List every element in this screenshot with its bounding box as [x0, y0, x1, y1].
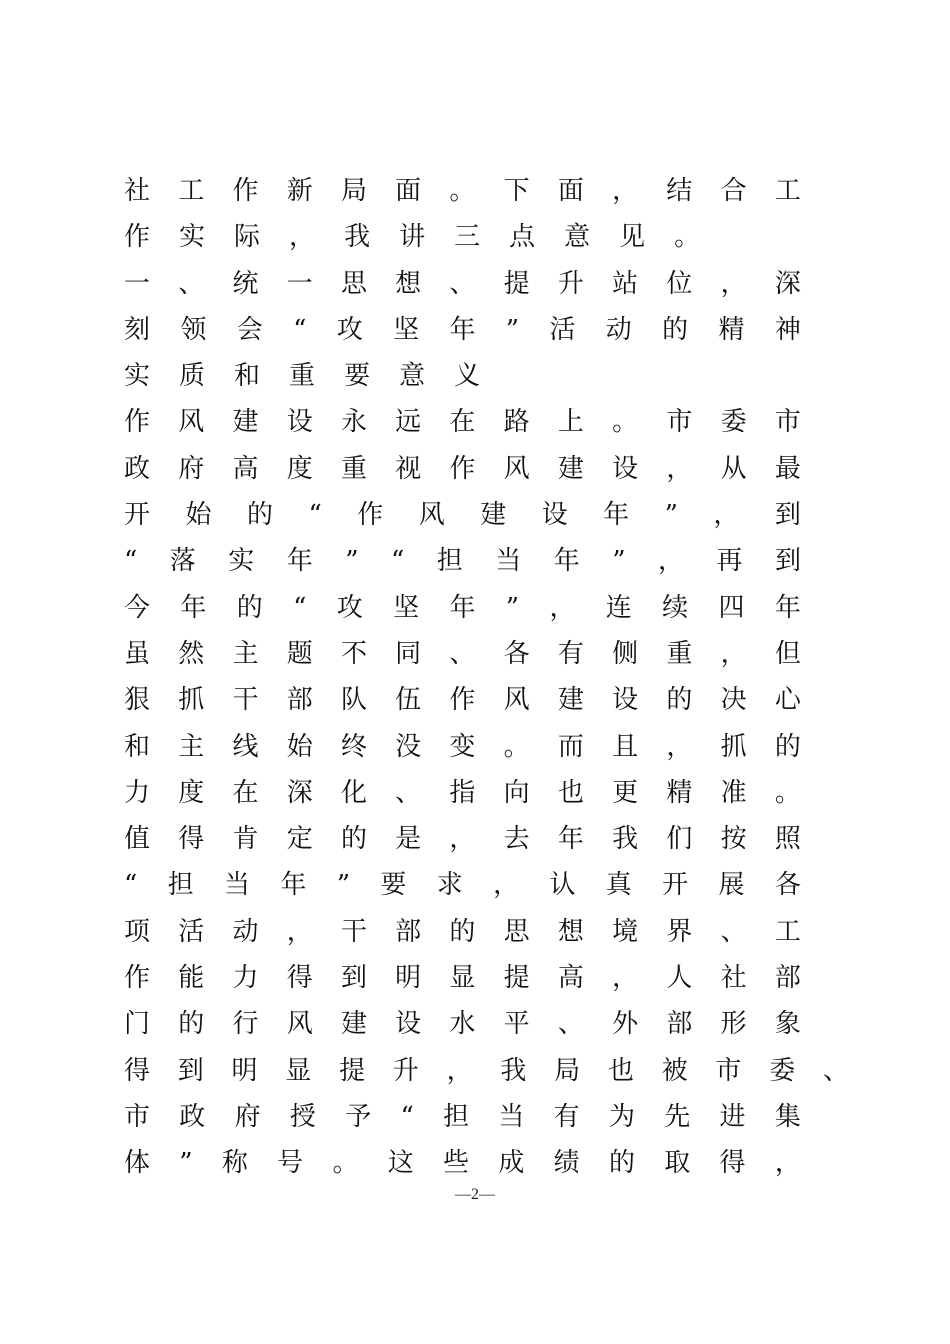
text-line: 门 的 行 风 建 设 水 平 、 外 部 形 象 — [124, 1009, 801, 1040]
text-line: 市 政 府 授 予 “ 担 当 有 为 先 进 集 — [124, 1101, 801, 1132]
text-line: 社 工 作 新 局 面 。 下 面 ， 结 合 工 — [124, 176, 801, 206]
page-number: —2— — [455, 1186, 495, 1203]
text-line: 项 活 动 ， 干 部 的 思 想 境 界 、 工 — [124, 916, 801, 947]
section-heading-line: 刻 领 会 “ 攻 坚 年 ” 活 动 的 精 神 — [124, 314, 801, 345]
text-line: 今 年 的 “ 攻 坚 年 ” ， 连 续 四 年 — [124, 592, 801, 623]
text-line: 作 实 际 ， 我 讲 三 点 意 见 。 — [124, 222, 701, 253]
text-line: 作 能 力 得 到 明 显 提 高 ， 人 社 部 — [124, 963, 801, 994]
text-line: 得 到 明 显 提 升 ， 我 局 也 被 市 委 、 — [124, 1055, 849, 1086]
body-text — [124, 168, 864, 1187]
text-line: “ 担 当 年 ” 要 求 ， 认 真 开 展 各 — [124, 870, 801, 901]
text-line: 狠 抓 干 部 队 伍 作 风 建 设 的 决 心 — [124, 685, 801, 716]
text-line: 虽 然 主 题 不 同 、 各 有 侧 重 ， 但 — [124, 638, 801, 669]
section-heading-line: 实 质 和 重 要 意 义 — [124, 361, 481, 392]
text-line: 和 主 线 始 终 没 变 。 而 且 ， 抓 的 — [124, 731, 801, 762]
text-line: 力 度 在 深 化 、 指 向 也 更 精 准 。 — [124, 777, 801, 808]
text-line: 政 府 高 度 重 视 作 风 建 设 ， 从 最 — [124, 453, 801, 484]
text-line: “ 落 实 年 ” “ 担 当 年 ” ， 再 到 — [124, 546, 801, 577]
text-line: 作 风 建 设 永 远 在 路 上 。 市 委 市 — [124, 407, 801, 438]
text-line: 体 ” 称 号 。 这 些 成 绩 的 取 得 ， — [124, 1148, 801, 1179]
text-line: 开 始 的 “ 作 风 建 设 年 ” ， 到 — [124, 500, 801, 531]
section-heading-line: 一 、 统 一 思 想 、 提 升 站 位 ， 深 — [124, 268, 801, 299]
text-line: 值 得 肯 定 的 是 ， 去 年 我 们 按 照 — [124, 824, 801, 855]
